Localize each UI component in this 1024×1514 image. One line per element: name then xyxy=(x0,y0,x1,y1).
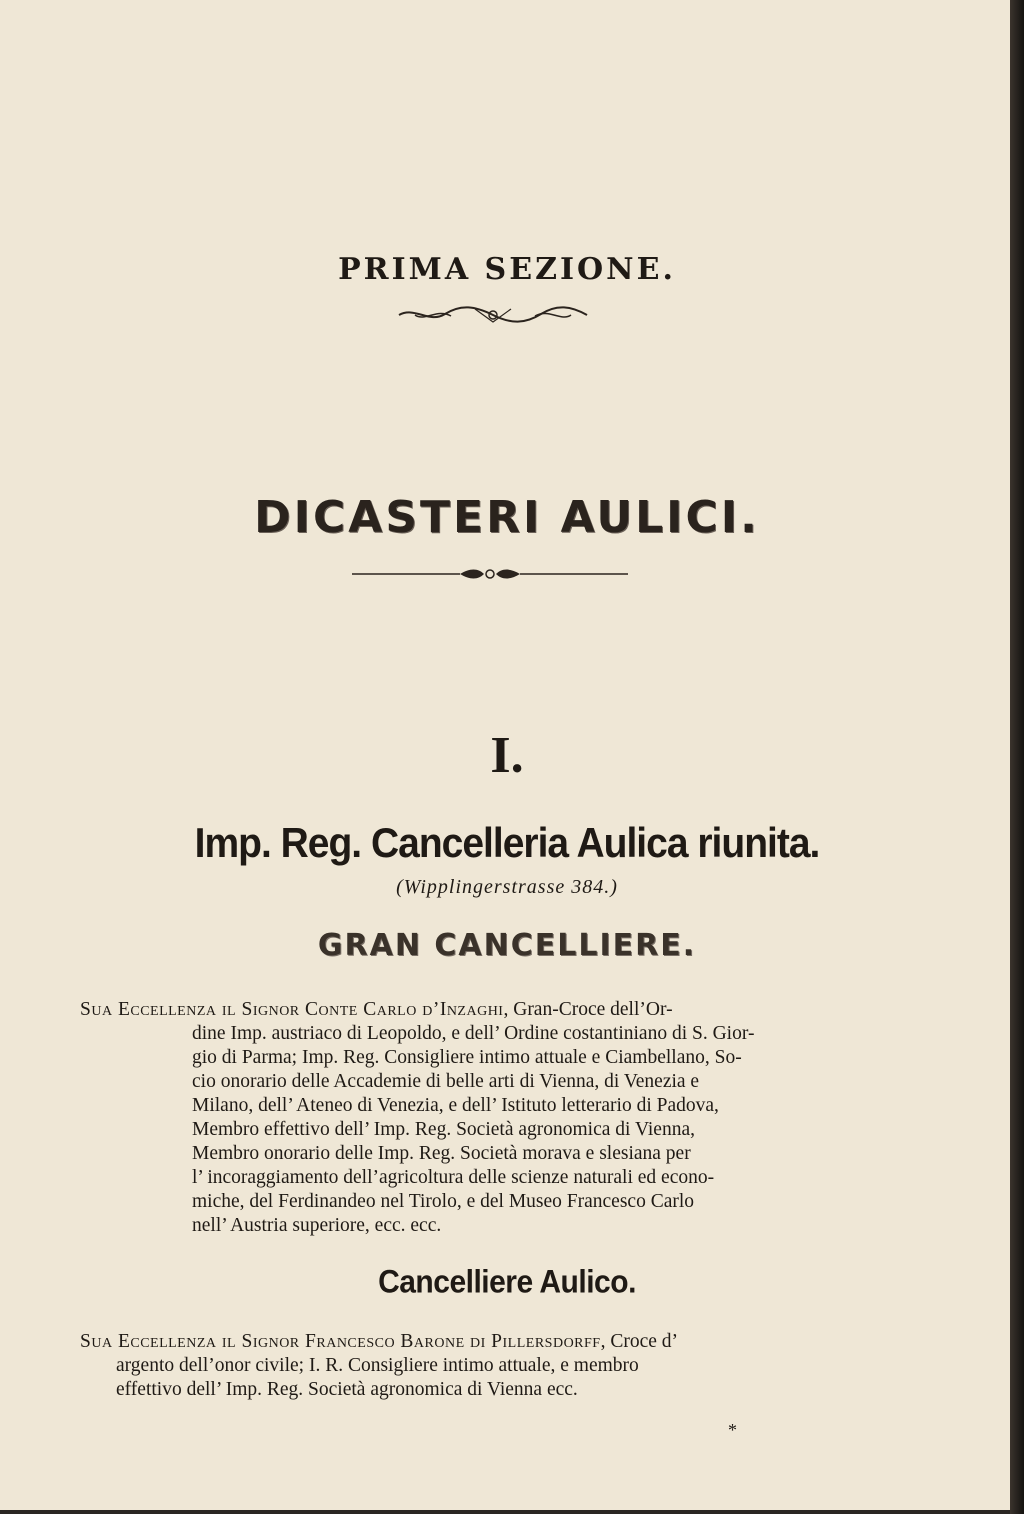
signature-mark: * xyxy=(728,1420,737,1440)
entry-line: Membro effettivo dell’ Imp. Reg. Società agronomica di Vienna, xyxy=(192,1119,695,1140)
entry-first-line-rest: , Croce d’ xyxy=(600,1331,679,1352)
entry-gran-cancelliere xyxy=(80,998,910,1238)
scroll-ornament xyxy=(395,304,591,326)
address-line: (Wipplingerstrasse 384.) xyxy=(396,876,618,898)
entry-line: effettivo dell’ Imp. Reg. Società agronomica di Vienna ecc. xyxy=(116,1379,578,1400)
entry-cancelliere-aulico xyxy=(80,1330,910,1402)
entry-line: l’ incoraggiamento dell’agricoltura delle scienze naturali ed econo- xyxy=(192,1167,715,1188)
entry-first-line xyxy=(80,998,910,1022)
subheading: Cancelliere Aulico. xyxy=(378,1264,636,1301)
entry-line: miche, del Ferdinandeo nel Tirolo, e del Museo Francesco Carlo xyxy=(192,1191,695,1212)
entry-line: dine Imp. austriaco di Leopoldo, e dell’ Ordine costantiniano di S. Gior- xyxy=(192,1023,755,1044)
entry-line: cio onorario delle Accademie di belle arti di Vienna, di Venezia e xyxy=(192,1071,700,1092)
entry-line: argento dell’onor civile; I. R. Consigliere intimo attuale, e membro xyxy=(116,1355,639,1376)
entry-line: Milano, dell’ Ateneo di Venezia, e dell’ Istituto letterario di Padova, xyxy=(192,1095,719,1116)
office-heading: GRAN CANCELLIERE. xyxy=(317,928,697,963)
entry-line: nell’ Austria superiore, ecc. ecc. xyxy=(192,1215,442,1236)
main-title: DICASTERI AULICI. xyxy=(254,492,760,543)
entry-first-line-rest: , Gran-Croce dell’Or- xyxy=(503,999,673,1020)
entry-line: gio di Parma; Imp. Reg. Consigliere intimo attuale e Ciambellano, So- xyxy=(192,1047,742,1068)
section-title: PRIMA SEZIONE. xyxy=(338,252,676,287)
entry-name: Sua Eccellenza il Signor Francesco Barone di Pillersdorff xyxy=(80,1331,601,1352)
rule-ornament xyxy=(350,566,630,582)
chancery-title: Imp. Reg. Cancelleria Aulica riunita. xyxy=(194,820,820,867)
entry-first-line xyxy=(80,1330,910,1354)
page-edge-shadow xyxy=(1010,0,1024,1514)
entry-name: Sua Eccellenza il Signor Conte Carlo d’Inzaghi xyxy=(80,999,504,1020)
entry-line: Membro onorario delle Imp. Reg. Società morava e slesiana per xyxy=(192,1143,691,1164)
chapter-number: I. xyxy=(490,727,524,784)
